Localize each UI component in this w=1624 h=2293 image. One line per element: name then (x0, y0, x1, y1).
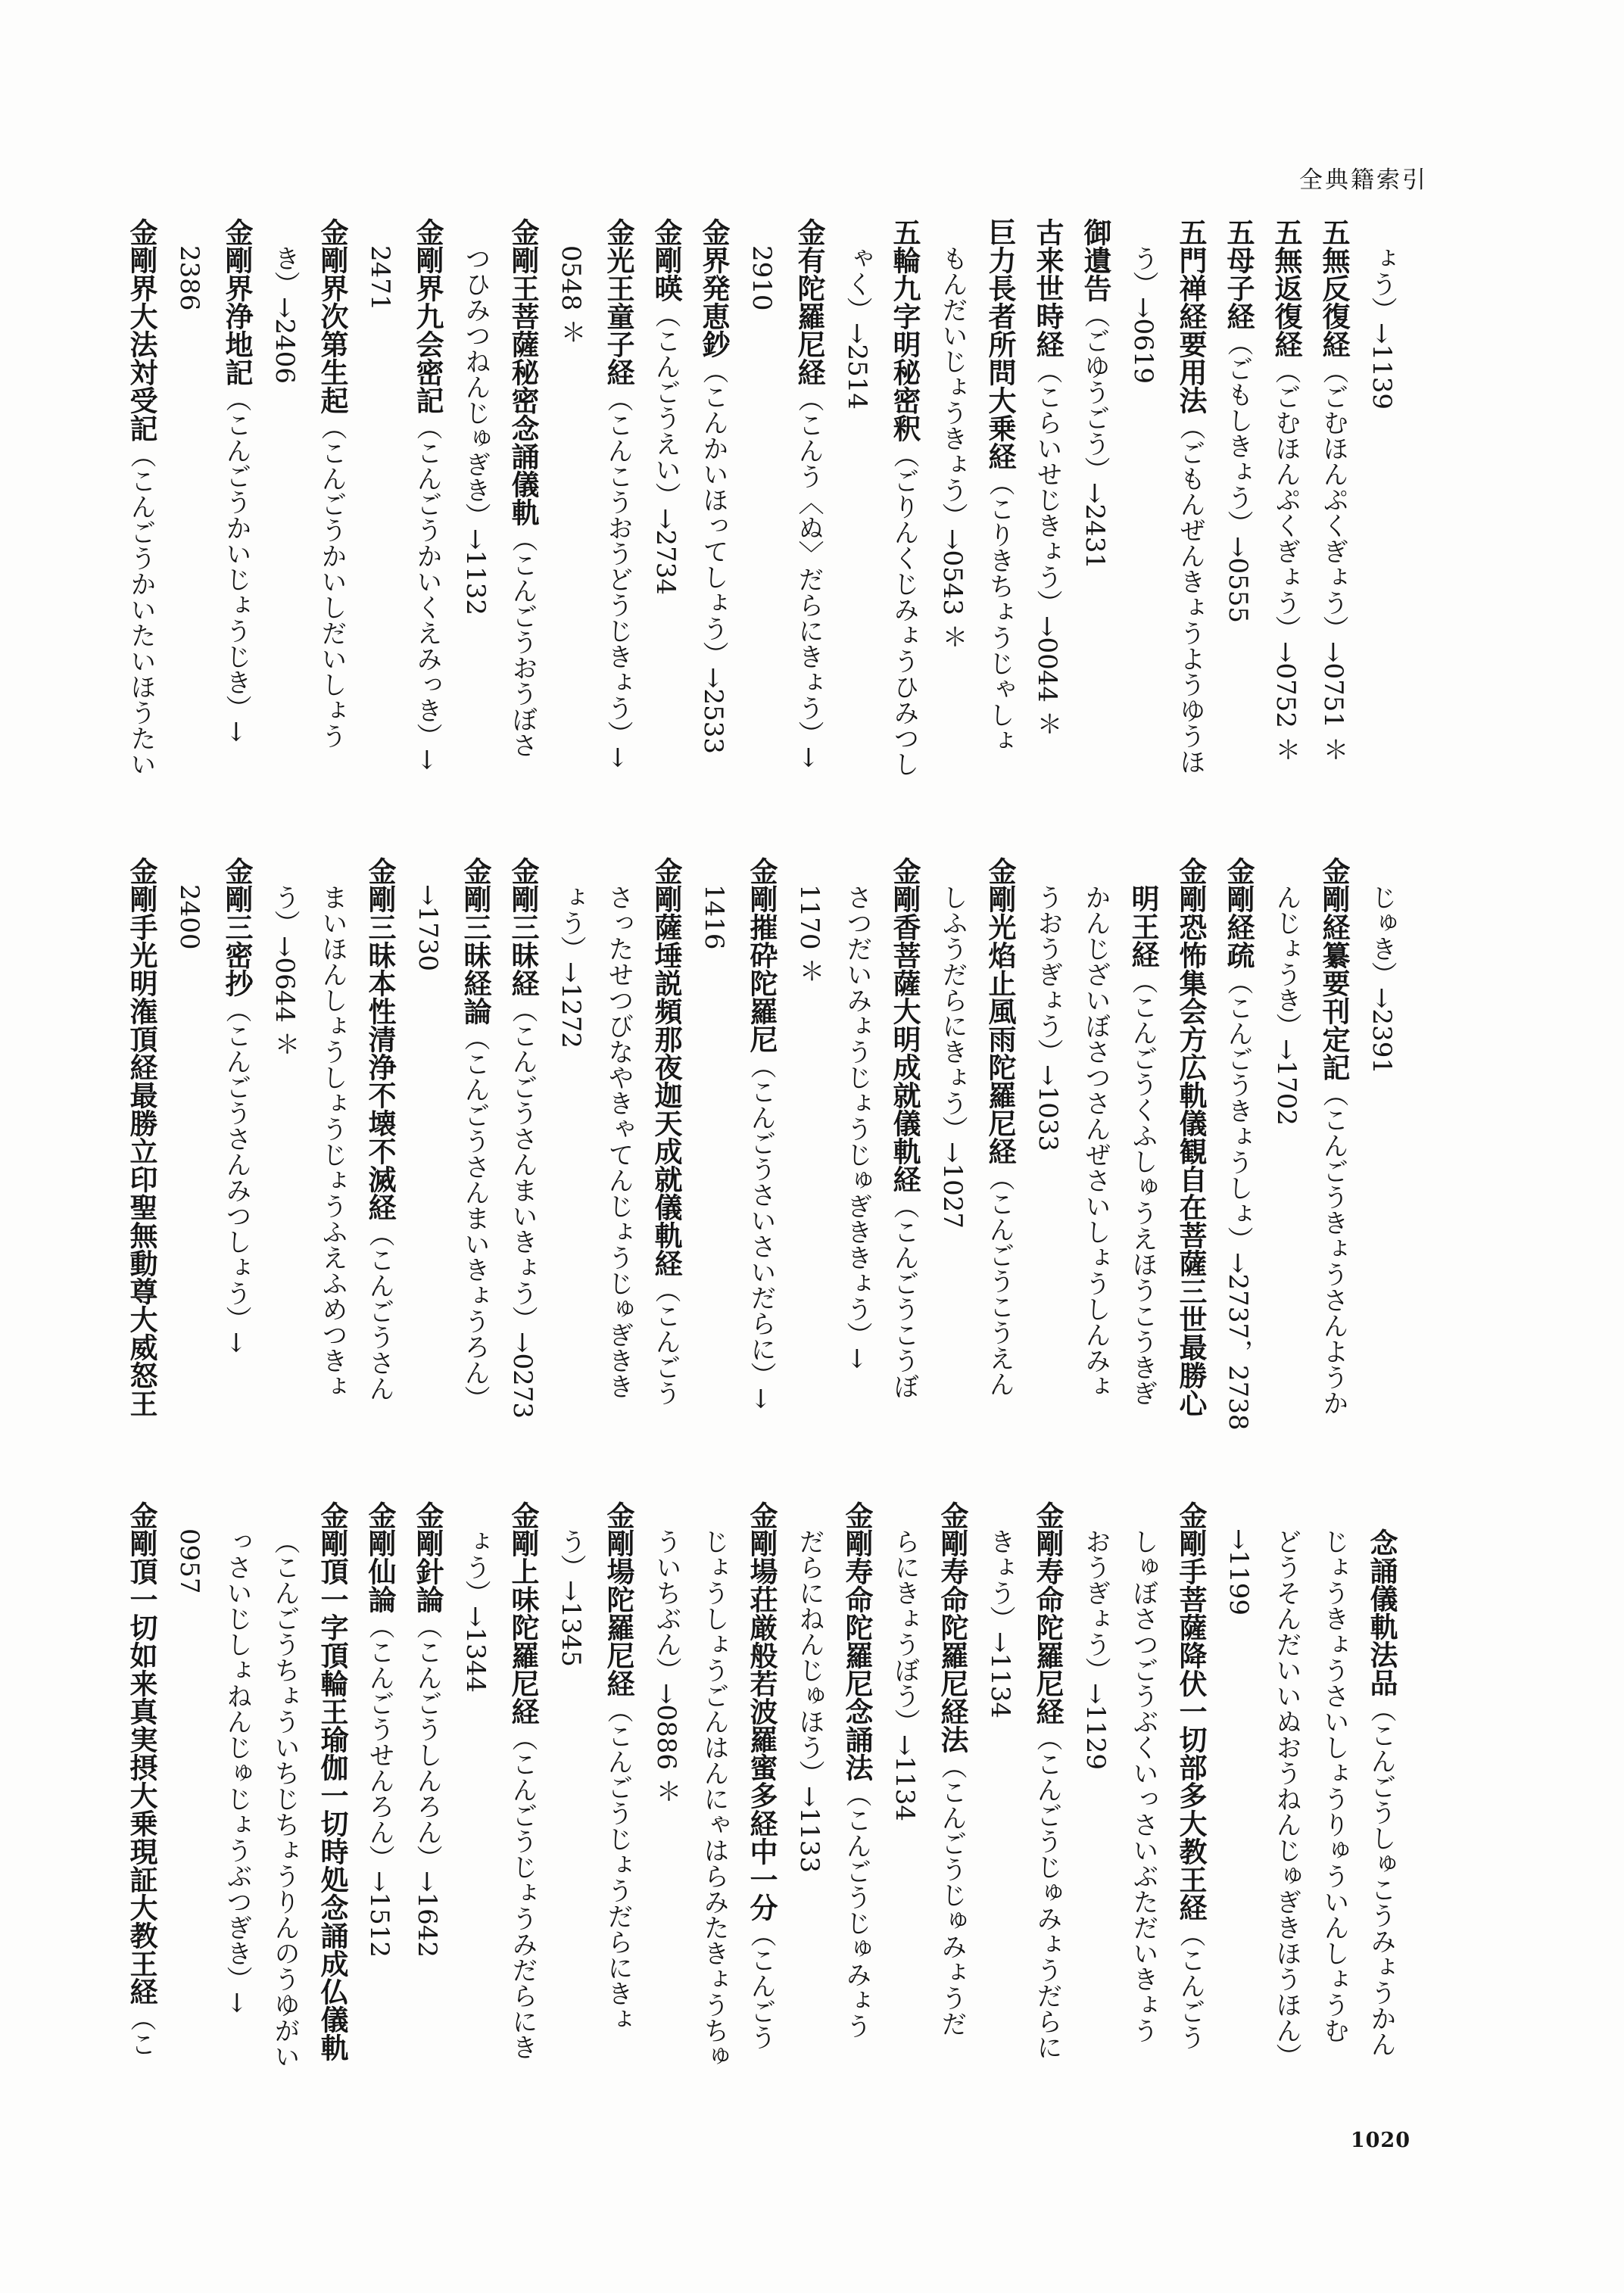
index-entry (1167, 1501, 1214, 2129)
entry-title: 金剛界浄地記 (220, 218, 253, 386)
entry-reading: （こらいせじきょう）→0044 ＊ (1032, 358, 1062, 737)
entry-reading: ょう）→1272 (556, 884, 586, 1049)
entry-reading: ういちぶん）→0886 ＊ (651, 1528, 681, 1804)
index-entry-continuation (1357, 857, 1405, 1485)
index-entry-continuation (1357, 1501, 1405, 2129)
entry-title: 金光王童子経 (602, 218, 634, 386)
index-entry (1262, 218, 1310, 846)
entry-reading: うおうぎょう）→1033 (1033, 884, 1063, 1152)
entry-title: 明王経 (1127, 884, 1159, 968)
index-entry (308, 1501, 356, 2129)
index-tier-2 (117, 857, 1405, 1485)
index-entry (213, 857, 260, 1485)
entry-reading: →1199 (1223, 1528, 1254, 1616)
index-entry (1214, 218, 1262, 846)
entry-reading: しゅぼさつごうぶくいっさいぶただいきょう (1128, 1528, 1158, 2043)
entry-reading: （こんごうきょうしょ）→2737，2738 (1223, 969, 1253, 1431)
index-entry-continuation (308, 857, 356, 1485)
entry-reading: もんだいじょうきょう）→0543 ＊ (937, 245, 968, 650)
entry-title: 五門禅経要用法 (1174, 218, 1207, 414)
index-entry (356, 857, 404, 1485)
entry-reading: じょうきょうさいしょうりゅういんしょうむ (1319, 1528, 1349, 2043)
entry-reading: （こんごうじょうみだらにき (507, 1725, 538, 2060)
entry-title: 金剛経疏 (1222, 857, 1255, 969)
entry-reading: （こ (126, 2005, 156, 2057)
entry-title: 金剛界次第生起 (316, 218, 348, 414)
entry-reading: 1170 ＊ (794, 884, 824, 984)
index-entry-continuation (976, 1501, 1024, 2129)
index-entry (594, 1501, 642, 2129)
entry-title: 金剛光焰止風雨陀羅尼経 (983, 857, 1016, 1165)
entry-reading: だらにねんじゅほう）→1133 (794, 1528, 824, 1874)
entry-title: 金剛寿命陀羅尼経 (1031, 1501, 1064, 1725)
entry-title: 金剛香菩薩大明成就儀軌経 (888, 857, 921, 1193)
entry-title: 金剛場荘厳般若波羅蜜多経中一分 (745, 1501, 778, 1921)
index-entry (499, 1501, 547, 2129)
index-entry (1071, 218, 1119, 846)
index-entry (117, 1501, 165, 2129)
index-entry-continuation (1071, 1501, 1119, 2129)
entry-reading: 2400 (174, 884, 204, 950)
entry-reading: （こんこうおうどうじきょう）→ (603, 386, 633, 768)
index-entry-continuation (1024, 857, 1071, 1485)
entry-reading: 0957 (174, 1528, 204, 1594)
entry-title: 念誦儀軌法品 (1365, 1528, 1398, 1696)
entry-title: 金剛場陀羅尼経 (602, 1501, 634, 1697)
index-entry (117, 857, 165, 1485)
index-entry-continuation (737, 218, 785, 846)
index-entry-continuation (547, 1501, 594, 2129)
entry-reading: 2386 (174, 245, 204, 311)
entry-reading: 2910 (747, 245, 777, 311)
entry-reading: う）→0619 (1128, 245, 1158, 385)
index-entry (499, 857, 547, 1485)
index-entry-continuation (1357, 218, 1405, 846)
entry-reading: （ごもんぜんきょうようゆうほ (1175, 414, 1205, 774)
entry-reading: っさいじしょねんじゅじょうぶつぎき）→ (222, 1528, 252, 2014)
entry-title: 金界発恵鈔 (697, 218, 730, 358)
entry-title: 金剛恐怖集会方広軌儀観自在菩薩三世最勝心 (1174, 857, 1207, 1417)
entry-reading: （こんごうおうぼさ (507, 526, 538, 758)
entry-reading: （こんごうかいくえみっき）→ (412, 414, 442, 771)
entry-reading: （ごむほんぷくぎょう）→0752 ＊ (1270, 358, 1301, 762)
entry-reading: かんじざいぼさつさんぜさいしょうしんみょ (1080, 884, 1111, 1399)
index-entry (833, 1501, 881, 2129)
entry-title: 五母子経 (1222, 218, 1255, 330)
entry-title: 金剛針論 (411, 1501, 444, 1613)
entry-reading: らにきょうぼう）→1134 (890, 1528, 920, 1822)
index-entry (690, 218, 737, 846)
entry-title: 金剛摧砕陀羅尼 (745, 857, 778, 1053)
index-entry (737, 857, 785, 1485)
entry-reading: （こんごうかいしだいしょう (316, 414, 347, 749)
index-entry-continuation (165, 218, 213, 846)
entry-reading: （こりきちょうじゃしょ (984, 470, 1015, 753)
entry-title: 金剛手光明潅頂経最勝立印聖無動尊大威怒王 (125, 857, 157, 1417)
index-entry (308, 218, 356, 846)
entry-title: 古来世時経 (1031, 218, 1064, 358)
entry-title: 金剛三密抄 (220, 857, 253, 997)
entry-title: 五無返復経 (1270, 218, 1302, 358)
index-entry (928, 1501, 976, 2129)
index-entry (785, 218, 833, 846)
index-tier-1 (117, 218, 1405, 846)
index-entry (1310, 218, 1357, 846)
index-entry-continuation (1071, 857, 1119, 1485)
index-entry (881, 857, 928, 1485)
entry-reading: （こんごうじょうだらにきょ (603, 1697, 633, 2032)
entry-reading: （ごりんくじみょうひみつし (889, 442, 919, 777)
entry-title: 金剛経纂要刊定記 (1317, 857, 1350, 1081)
entry-reading: （こんごうかいじょうじき）→ (221, 386, 251, 743)
entry-title: 金剛三昧経 (507, 857, 539, 997)
entry-reading: （こんごうじゅみょう (841, 1781, 871, 2039)
index-entry-continuation (213, 1501, 260, 2129)
entry-title: 金剛王菩薩秘密念誦儀軌 (507, 218, 539, 526)
entry-reading: う）→0644 ＊ (270, 884, 300, 1057)
index-entry (213, 218, 260, 846)
entry-reading: まいほんしょうしょうじょうふえふめつきょ (317, 884, 348, 1399)
index-entry-continuation (165, 857, 213, 1485)
entry-reading: （こんごう (650, 1277, 681, 1406)
entry-reading: 2471 (365, 245, 395, 311)
entry-title: 金有陀羅尼経 (793, 218, 825, 386)
entry-reading: （こんごうじゅみょうだらに (1032, 1725, 1062, 2060)
index-entry-continuation (260, 218, 308, 846)
entry-reading: ょう）→1139 (1367, 245, 1397, 410)
index-entry-continuation (404, 857, 451, 1485)
index-entry (117, 218, 165, 846)
entry-reading: （こんごうこうえん (984, 1165, 1015, 1397)
index-entry-continuation (1262, 857, 1310, 1485)
index-entry (1167, 857, 1214, 1485)
index-entry-continuation (1214, 1501, 1262, 2129)
entry-title: 金剛薩埵説頻那夜迦天成就儀軌経 (650, 857, 682, 1277)
entry-reading: （こんごう (746, 1921, 776, 2050)
index-entry-continuation (547, 857, 594, 1485)
index-entry (594, 218, 642, 846)
index-entry (1024, 1501, 1071, 2129)
entry-title: 御遺告 (1079, 218, 1111, 302)
index-entry-continuation (785, 1501, 833, 2129)
index-entry (451, 857, 499, 1485)
entry-title: 金剛界九会密記 (411, 218, 444, 414)
entry-reading: ゃく）→2514 (842, 245, 872, 410)
index-entry (881, 218, 928, 846)
entry-reading: （こんう〈ぬ〉だらにきょう）→ (793, 386, 824, 768)
index-entry (1024, 218, 1071, 846)
entry-reading: （こんごうえい）→2734 (650, 302, 681, 596)
entry-reading: （ごもしきょう）→0555 (1223, 330, 1253, 624)
entry-reading: じょうしょうごんはんにゃはらみたきょうちゅ (699, 1528, 729, 2069)
entry-reading: （こんごうさんまいきょうろん） (460, 1025, 490, 1411)
entry-reading: （こんごうちょういちじちょうりんのうゆがい (270, 1528, 300, 2069)
entry-reading: （こんごうこうぼ (889, 1193, 919, 1399)
entry-reading: ょう）→1344 (460, 1528, 491, 1693)
entry-reading: さつだいみょうじょうじゅぎききょう）→ (842, 884, 872, 1369)
entry-reading: （ごむほんぷくぎょう）→0751 ＊ (1318, 358, 1348, 762)
entry-reading: 1416 (699, 884, 729, 950)
entry-reading: （こんごう (1175, 1921, 1205, 2050)
index-entry (737, 1501, 785, 2129)
index-entry-continuation (785, 857, 833, 1485)
entry-reading: じゅき）→2391 (1367, 884, 1397, 1075)
entry-reading: （こんごうくふしゅうえほうこうきぎ (1127, 968, 1158, 1406)
entry-reading: さったせつびなやきゃてんじょうじゅぎきき (603, 884, 634, 1399)
entry-title: 巨力長者所問大乗経 (983, 218, 1016, 470)
entry-reading: （こんごうさん (364, 1221, 394, 1401)
index-entry (642, 218, 690, 846)
entry-reading: どうそんだいいぬおうねんじゅぎきほうほん） (1271, 1528, 1301, 2069)
entry-title: 五輪九字明秘密釈 (888, 218, 921, 442)
index-entry-continuation (642, 1501, 690, 2129)
entry-title: 金剛頂一字頂輪王瑜伽一切時処念誦成仏儀軌 (316, 1501, 348, 2061)
index-entry-continuation (451, 218, 499, 846)
entry-reading: （こんごうしんろん）→1642 (412, 1613, 442, 1958)
entry-reading: んじょうき）→1702 (1271, 884, 1301, 1126)
entry-reading: （こんごうじゅみょうだ (937, 1753, 967, 2036)
index-entry-continuation (833, 218, 881, 846)
index-entry (976, 218, 1024, 846)
page-number: 1020 (1350, 2129, 1410, 2152)
index-entry-continuation (1119, 857, 1167, 1485)
index-entry-continuation (165, 1501, 213, 2129)
index-entry (404, 218, 451, 846)
index-entry-continuation (928, 857, 976, 1485)
entry-reading: （こんごうさんまいきょう）→0273 (507, 997, 538, 1419)
entry-title: 金剛仙論 (363, 1501, 396, 1613)
index-entry-continuation (547, 218, 594, 846)
entry-title: 金剛三昧本性清浄不壊不滅経 (363, 857, 396, 1221)
entry-title: 金剛寿命陀羅尼念誦法 (840, 1501, 873, 1781)
entry-reading: （こんかいほってしょう）→2533 (698, 358, 728, 755)
index-entry (1214, 857, 1262, 1485)
entry-reading: （こんごうしゅこうみょうかん (1366, 1696, 1396, 2057)
index-entry-continuation (260, 857, 308, 1485)
index-tier-3 (117, 1501, 1405, 2129)
entry-reading: →1730 (413, 884, 443, 972)
entry-reading: きょう）→1134 (985, 1528, 1015, 1719)
entry-title: 金剛頂一切如来真実摂大乗現証大教王経 (125, 1501, 157, 2005)
entry-reading: （こんごうせんろん）→1512 (364, 1613, 394, 1958)
index-entry (1167, 218, 1214, 846)
entry-reading: （こんごうかいたいほうたい (126, 442, 156, 777)
index-entry-continuation (1262, 1501, 1310, 2129)
index-entry-continuation (451, 1501, 499, 2129)
entry-title: 金剛界大法対受記 (125, 218, 157, 442)
entry-title: 金剛手菩薩降伏一切部多大教王経 (1174, 1501, 1207, 1921)
index-entry-continuation (928, 218, 976, 846)
index-entry-continuation (1119, 218, 1167, 846)
entry-title: 金剛暎 (650, 218, 682, 302)
index-entry-continuation (833, 857, 881, 1485)
index-entry-continuation (260, 1501, 308, 2129)
entry-reading: （こんごうさいさいだらに）→ (746, 1053, 776, 1410)
entry-reading: き）→2406 (270, 245, 300, 385)
running-header: 全典籍索引 (1299, 167, 1428, 194)
index-entry (1310, 857, 1357, 1485)
index-entry-continuation (881, 1501, 928, 2129)
entry-reading: （ごゆうごう）→2431 (1080, 302, 1110, 570)
entry-reading: （こんごうさんみつしょう）→ (221, 997, 251, 1354)
entry-title: 金剛上味陀羅尼経 (507, 1501, 539, 1725)
entry-reading: しふうだらにきょう）→1027 (937, 884, 968, 1229)
index-entry-continuation (594, 857, 642, 1485)
index-entry-continuation (690, 1501, 737, 2129)
index-entry-continuation (1119, 1501, 1167, 2129)
index-entry-continuation (1310, 1501, 1357, 2129)
entry-reading: 0548 ＊ (556, 245, 586, 345)
index-entry-continuation (356, 218, 404, 846)
entry-reading: おうぎょう）→1129 (1080, 1528, 1111, 1771)
entry-title: 金剛三昧経論 (459, 857, 491, 1025)
index-entry (356, 1501, 404, 2129)
entry-reading: （こんごうきょうさんようか (1318, 1081, 1348, 1416)
entry-title: 五無反復経 (1317, 218, 1350, 358)
entry-reading: う）→1345 (556, 1528, 586, 1668)
index-entry (404, 1501, 451, 2129)
entry-reading: つひみつねんじゅぎき）→1132 (460, 245, 491, 616)
index-entry (642, 857, 690, 1485)
index-entry (499, 218, 547, 846)
entry-title: 金剛寿命陀羅尼経法 (936, 1501, 968, 1753)
index-entry-continuation (690, 857, 737, 1485)
index-entry (976, 857, 1024, 1485)
